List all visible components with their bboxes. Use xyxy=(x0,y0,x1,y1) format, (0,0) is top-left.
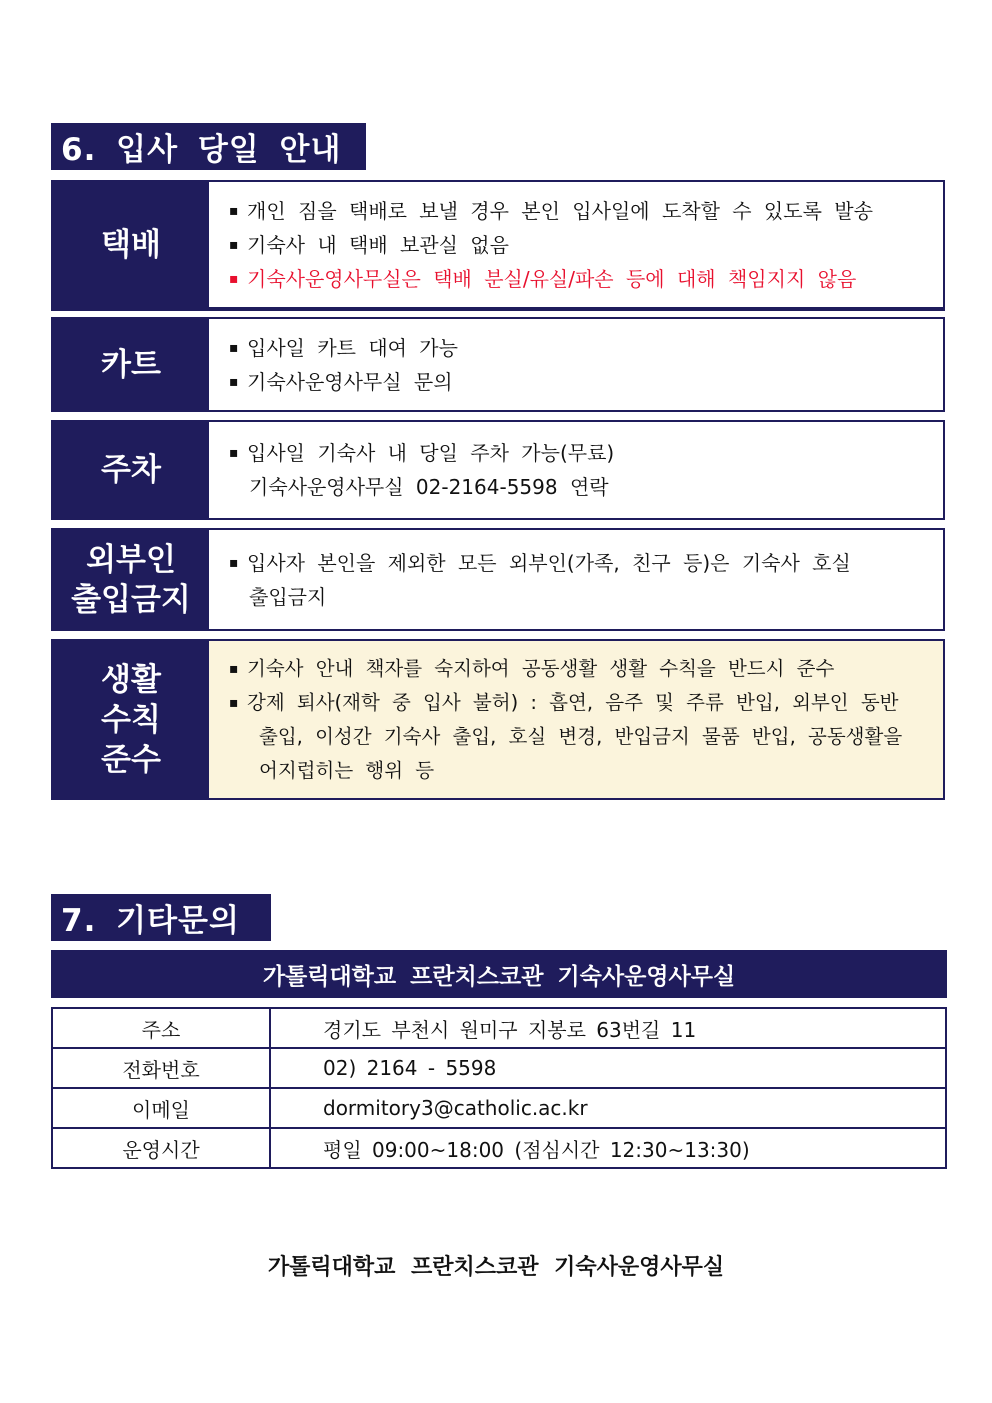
bullet-icon: ▪ xyxy=(229,339,239,356)
table-row xyxy=(52,1048,946,1088)
bullet-icon: ▪ xyxy=(229,236,239,253)
list-item-continuation: 어지럽히는 행위 등 xyxy=(259,758,435,782)
list-item-continuation: 출입, 이성간 기숙사 출입, 호실 변경, 반입금지 물품 반입, 공동생활을 xyxy=(259,724,903,748)
rules-content xyxy=(209,641,943,798)
bullet-icon: ▪ xyxy=(229,270,239,287)
bullet-icon: ▪ xyxy=(229,694,239,711)
list-item: ▪ 기숙사 내 택배 보관실 없음 xyxy=(229,228,935,262)
bullet-icon: ▪ xyxy=(229,554,239,571)
office-header: 가톨릭대학교 프란치스코관 기숙사운영사무실 xyxy=(51,950,947,998)
rules-label: 생활 수칙 준수 xyxy=(53,641,209,798)
bullet-icon: ▪ xyxy=(229,445,239,461)
list-item: ▪ 기숙사 안내 책자를 숙지하여 공동생활 생활 수칙을 반드시 준수 xyxy=(229,652,935,686)
address-key: 주소 xyxy=(52,1008,270,1048)
cart-content xyxy=(209,319,943,410)
contact-table xyxy=(51,1007,947,1169)
outsider-row xyxy=(51,528,945,631)
parking-content xyxy=(209,422,943,518)
list-item: ▪ 기숙사운영사무실 문의 xyxy=(229,365,935,399)
parking-label: 주차 xyxy=(53,422,209,518)
cart-label: 카트 xyxy=(53,319,209,410)
section-6-title: 6. 입사 당일 안내 xyxy=(51,123,366,170)
cart-row xyxy=(51,317,945,412)
delivery-content xyxy=(209,182,943,307)
parking-row xyxy=(51,420,945,520)
email-key: 이메일 xyxy=(52,1088,270,1128)
hours-value: 평일 09:00~18:00 (점심시간 12:30~13:30) xyxy=(270,1128,946,1168)
delivery-row xyxy=(51,180,945,311)
bullet-icon: ▪ xyxy=(229,202,239,219)
section-7-title: 7. 기타문의 xyxy=(51,894,271,941)
list-item-continuation: 출입금지 xyxy=(249,584,327,609)
table-row xyxy=(52,1128,946,1168)
outsider-label: 외부인 출입금지 xyxy=(53,530,209,629)
list-item: ▪ 개인 짐을 택배로 보낼 경우 본인 입사일에 도착할 수 있도록 발송 xyxy=(229,194,935,228)
delivery-label: 택배 xyxy=(53,182,209,307)
address-value: 경기도 부천시 원미구 지봉로 63번길 11 xyxy=(270,1008,946,1048)
list-item: ▪ 입사자 본인을 제외한 모든 외부인(가족, 친구 등)은 기숙사 호실 xyxy=(229,546,935,580)
bullet-icon: ▪ xyxy=(229,373,239,390)
hours-key: 운영시간 xyxy=(52,1128,270,1168)
list-item: ▪ 강제 퇴사(재학 중 입사 불허) : 흡연, 음주 및 주류 반입, 외부인 동반 xyxy=(229,686,935,720)
outsider-content xyxy=(209,530,943,629)
footer-office-name: 가톨릭대학교 프란치스코관 기숙사운영사무실 xyxy=(267,1255,725,1280)
table-row xyxy=(52,1088,946,1128)
rules-row xyxy=(51,639,945,800)
list-item: ▪ 입사일 카트 대여 가능 xyxy=(229,331,935,365)
phone-value: 02) 2164 - 5598 xyxy=(270,1048,946,1088)
email-value: dormitory3@catholic.ac.kr xyxy=(270,1088,946,1128)
list-item-continuation: 기숙사운영사무실 02-2164-5598 연락 xyxy=(249,475,609,499)
table-row xyxy=(52,1008,946,1048)
bullet-icon: ▪ xyxy=(229,660,239,677)
list-item-warning: ▪ 기숙사운영사무실은 택배 분실/유실/파손 등에 대해 책임지지 않음 xyxy=(229,262,935,296)
list-item: ▪ 입사일 기숙사 내 당일 주차 가능(무료) xyxy=(229,436,935,470)
phone-key: 전화번호 xyxy=(52,1048,270,1088)
